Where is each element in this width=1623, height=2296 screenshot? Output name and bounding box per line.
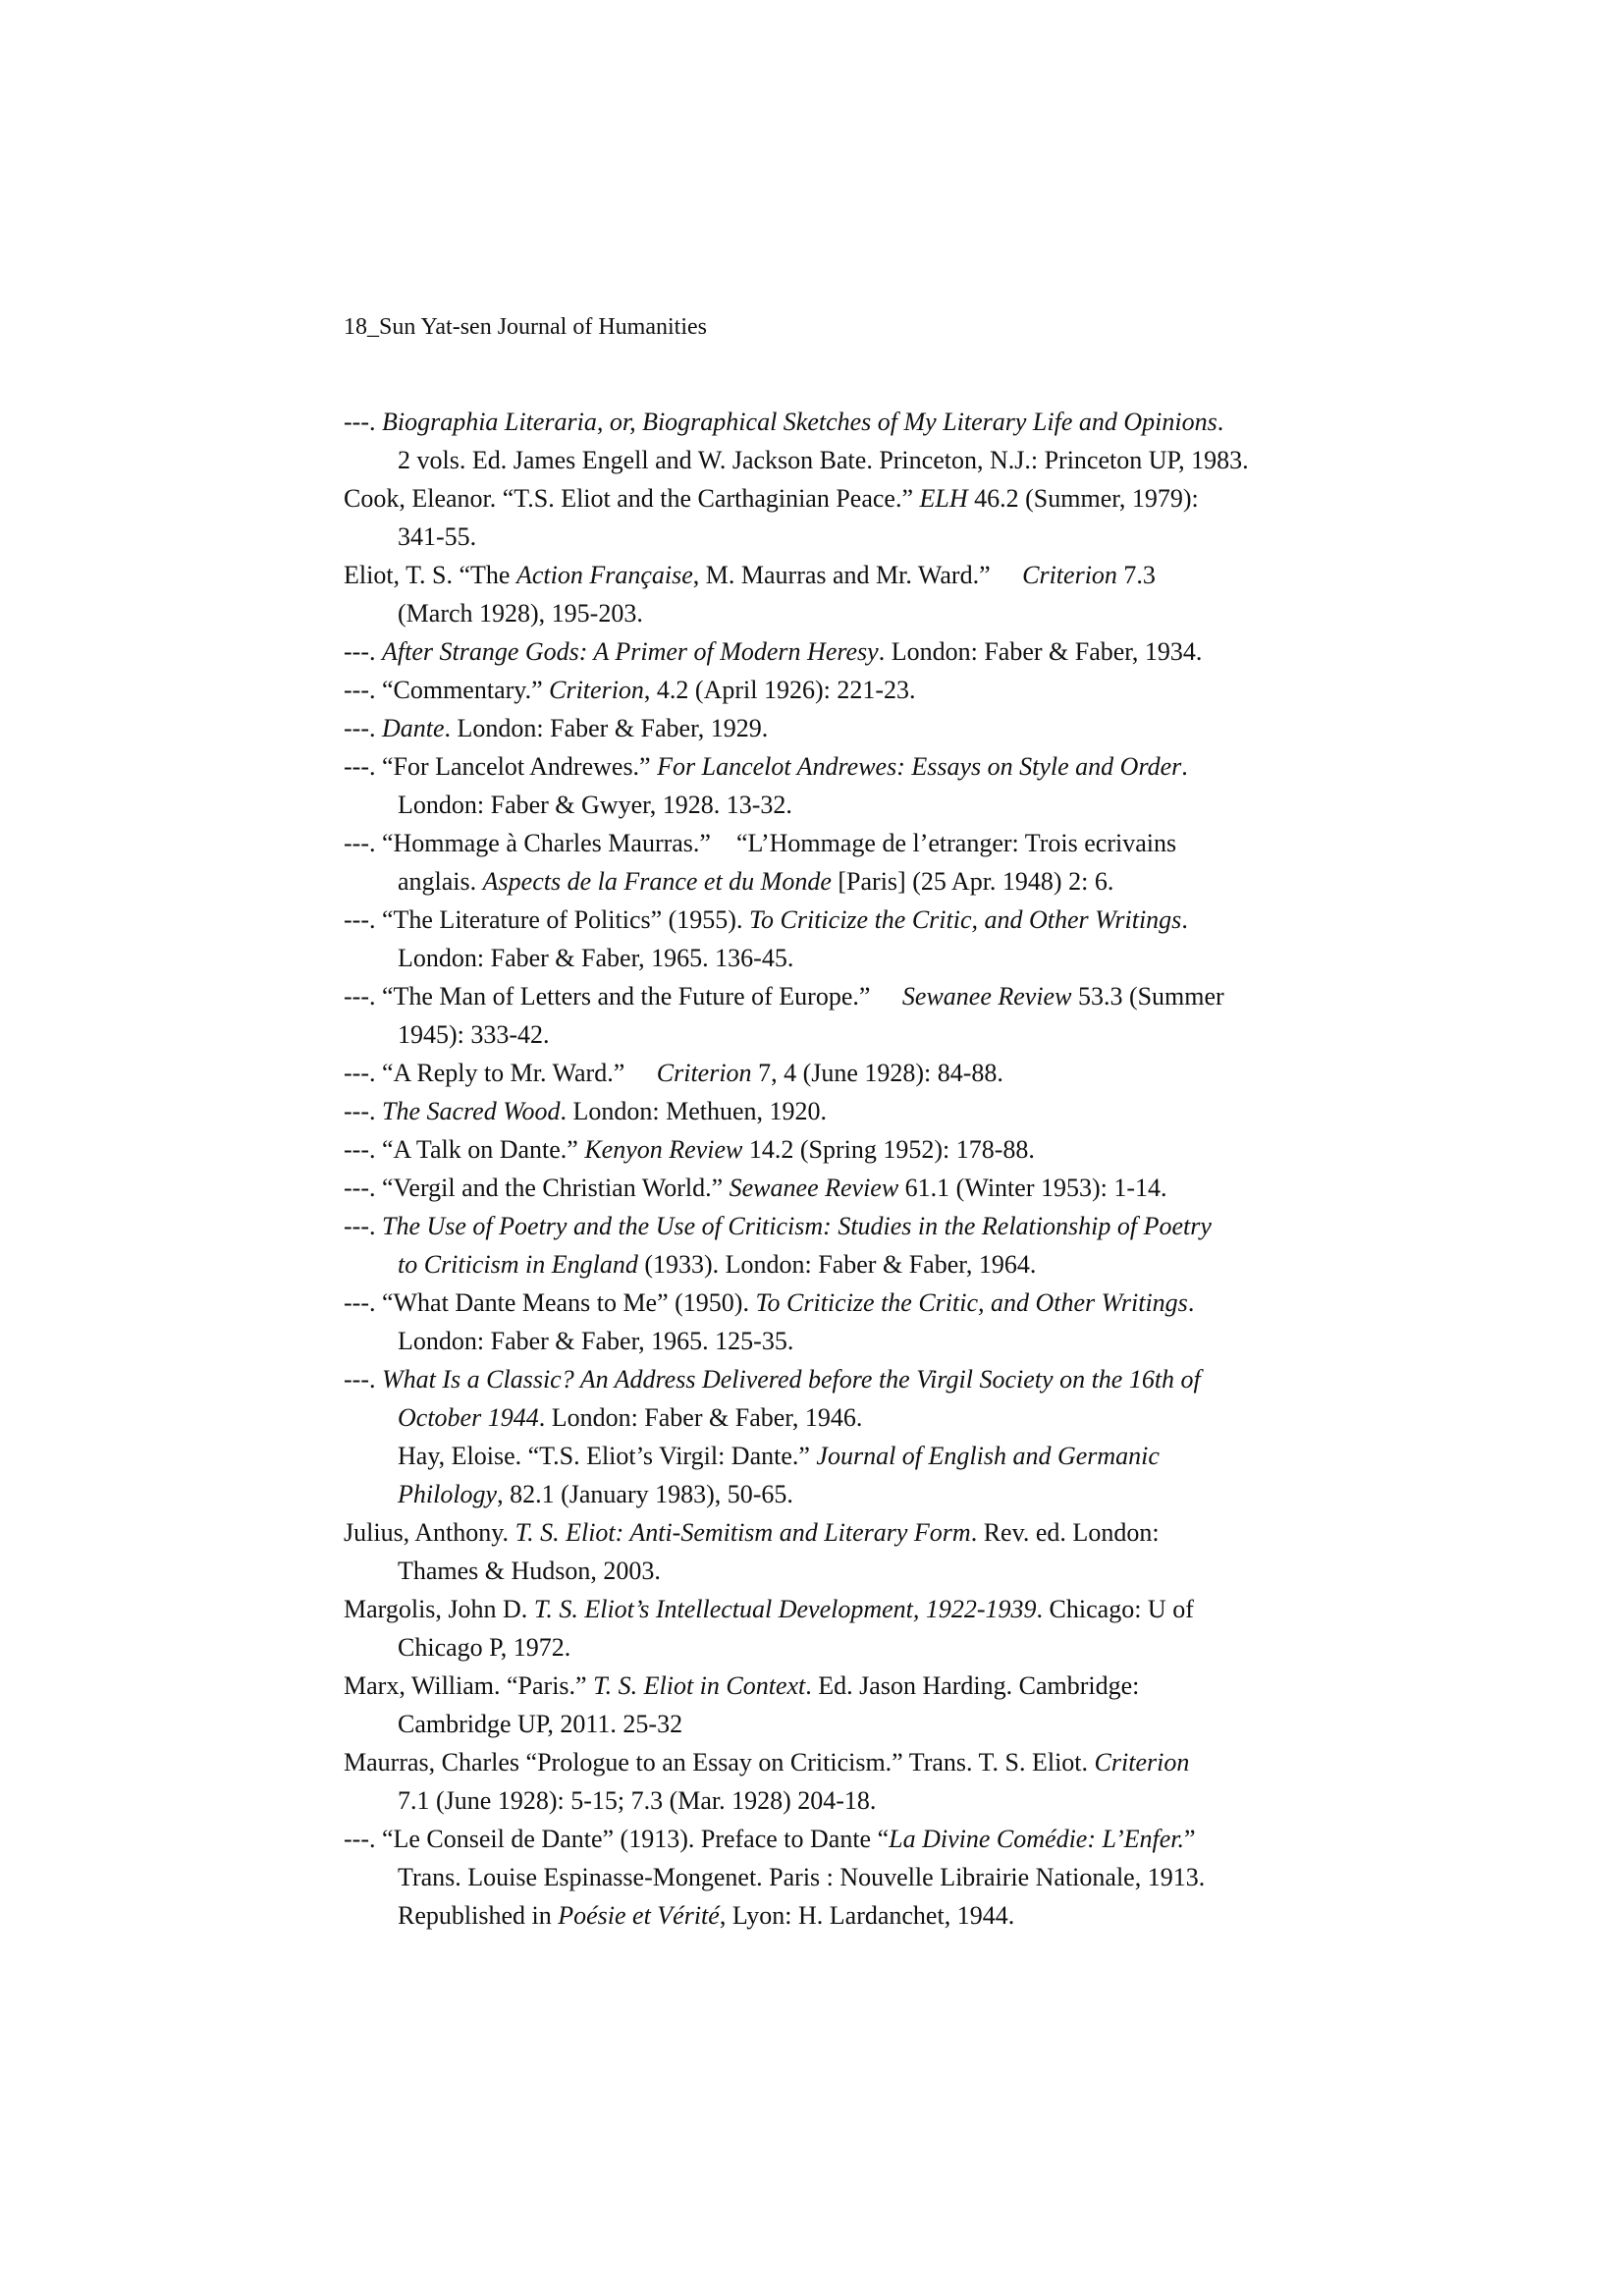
reference-text: 1945): 333-42. [398, 1020, 550, 1049]
reference-text: London: Faber & Faber, 1965. 136-45. [398, 944, 794, 972]
reference-entry [344, 1207, 1306, 1284]
reference-entry [344, 1284, 1306, 1360]
reference-text: ---. [344, 408, 382, 436]
reference-entry [344, 1437, 1306, 1513]
reference-text: . [1187, 1288, 1195, 1317]
reference-entry [344, 1130, 1306, 1169]
reference-text: 7.1 (June 1928): 5-15; 7.3 (Mar. 1928) 204-18. [398, 1786, 877, 1815]
reference-text: . London: Faber & Faber, 1946. [538, 1403, 863, 1432]
reference-italic-text: To Criticize the Critic, and Other Writings [748, 905, 1182, 934]
reference-entry [344, 977, 1306, 1054]
reference-italic-text: Biographia Literaria, or, Biographical Sketches of My Literary Life and Opinions [381, 408, 1217, 436]
reference-italic-text: T. S. Eliot’s Intellectual Development, 1922-1939 [533, 1595, 1037, 1623]
reference-italic-text: After Strange Gods: A Primer of Modern Heresy [381, 637, 879, 666]
reference-text: Cambridge UP, 2011. 25-32 [398, 1710, 683, 1738]
reference-entry [344, 1590, 1306, 1667]
reference-text: 14.2 (Spring 1952): 178-88. [742, 1135, 1035, 1164]
reference-italic-text: Action Française [515, 561, 693, 589]
reference-text: London: Faber & Gwyer, 1928. 13-32. [398, 791, 792, 819]
reference-entry [344, 479, 1306, 556]
reference-text: ---. [344, 1212, 382, 1240]
reference-italic-text: Criterion [1022, 561, 1117, 589]
reference-text: Trans. Louise Espinasse-Mongenet. Paris : Nouvelle Librairie Nationale, 1913. [398, 1863, 1206, 1891]
reference-text: 61.1 (Winter 1953): 1-14. [898, 1174, 1167, 1202]
reference-text: , 4.2 (April 1926): 221-23. [643, 676, 916, 704]
reference-italic-text: Criterion [656, 1059, 752, 1087]
reference-italic-text: Philology [398, 1480, 498, 1508]
reference-text: . London: Faber & Faber, 1934. [878, 637, 1203, 666]
reference-text: ” [1184, 1825, 1196, 1853]
reference-entry [344, 632, 1306, 671]
reference-entry [344, 1820, 1306, 1935]
reference-entry [344, 1169, 1306, 1207]
reference-text: 46.2 (Summer, 1979): [967, 484, 1199, 513]
reference-text: , M. Maurras and Mr. Ward.” [692, 561, 1023, 589]
reference-italic-text: Criterion [1094, 1748, 1190, 1777]
reference-text: ---. [344, 637, 382, 666]
reference-text: anglais. [398, 867, 483, 896]
reference-italic-text: ELH [919, 484, 968, 513]
reference-text: . Rev. ed. London: [970, 1518, 1160, 1547]
reference-italic-text: Aspects de la France et du Monde [482, 867, 832, 896]
reference-italic-text: Criterion [549, 676, 644, 704]
reference-italic-text: Poésie et Vérité [558, 1901, 720, 1930]
reference-text: ---. [344, 1365, 382, 1394]
reference-text: Julius, Anthony. [344, 1518, 515, 1547]
reference-entry [344, 1667, 1306, 1743]
reference-text: [Paris] (25 Apr. 1948) 2: 6. [831, 867, 1114, 896]
reference-entry [344, 747, 1306, 824]
reference-entry [344, 901, 1306, 977]
reference-text: 53.3 (Summer [1071, 982, 1224, 1011]
reference-entry [344, 1513, 1306, 1590]
reference-entry [344, 1360, 1306, 1437]
reference-text: ---. “Commentary.” [344, 676, 550, 704]
reference-italic-text: La Divine Comédie: L’Enfer. [889, 1825, 1185, 1853]
reference-text: 341-55. [398, 522, 477, 551]
reference-italic-text: The Use of Poetry and the Use of Criticism: Studies in the Relationship of Poetry [381, 1212, 1212, 1240]
reference-italic-text: To Criticize the Critic, and Other Writings [755, 1288, 1188, 1317]
reference-text: . London: Faber & Faber, 1929. [444, 714, 769, 742]
reference-italic-text: What Is a Classic? An Address Delivered before the Virgil Society on the 16th of [381, 1365, 1201, 1394]
reference-text: . Chicago: U of [1036, 1595, 1194, 1623]
reference-text: ---. “Le Conseil de Dante” (1913). Preface to Dante “ [344, 1825, 890, 1853]
reference-entry [344, 709, 1306, 747]
reference-text: 7.3 [1116, 561, 1156, 589]
reference-text: ---. [344, 714, 382, 742]
reference-text: , Lyon: H. Lardanchet, 1944. [719, 1901, 1015, 1930]
reference-text: Eliot, T. S. “The [344, 561, 516, 589]
reference-italic-text: The Sacred Wood [381, 1097, 561, 1125]
reference-entry [344, 1092, 1306, 1130]
reference-text: ---. “The Man of Letters and the Future of Europe.” [344, 982, 902, 1011]
reference-text: ---. “A Reply to Mr. Ward.” [344, 1059, 657, 1087]
reference-italic-text: T. S. Eliot: Anti-Semitism and Literary Form [514, 1518, 971, 1547]
reference-text: . [1181, 905, 1188, 934]
reference-italic-text: October 1944 [398, 1403, 539, 1432]
reference-text: Cook, Eleanor. “T.S. Eliot and the Carthaginian Peace.” [344, 484, 920, 513]
reference-text: Republished in [398, 1901, 559, 1930]
reference-italic-text: Sewanee Review [729, 1174, 899, 1202]
reference-text: . [1217, 408, 1224, 436]
reference-text: . Ed. Jason Harding. Cambridge: [805, 1671, 1140, 1700]
reference-italic-text: Journal of English and Germanic [816, 1442, 1160, 1470]
reference-entry [344, 671, 1306, 709]
reference-text: Margolis, John D. [344, 1595, 534, 1623]
reference-text: Thames & Hudson, 2003. [398, 1557, 661, 1585]
running-head: 18_Sun Yat-sen Journal of Humanities [344, 314, 707, 340]
reference-text: ---. [344, 1097, 382, 1125]
reference-text: . London: Methuen, 1920. [560, 1097, 828, 1125]
reference-text: Hay, Eloise. “T.S. Eliot’s Virgil: Dante.” [398, 1442, 817, 1470]
reference-text: ---. “The Literature of Politics” (1955). [344, 905, 749, 934]
reference-entry [344, 556, 1306, 632]
reference-text: Chicago P, 1972. [398, 1633, 571, 1662]
reference-entry [344, 824, 1306, 901]
reference-italic-text: T. S. Eliot in Context [593, 1671, 806, 1700]
reference-text: 2 vols. Ed. James Engell and W. Jackson Bate. Princeton, N.J.: Princeton UP, 1983. [398, 446, 1249, 474]
reference-text: London: Faber & Faber, 1965. 125-35. [398, 1327, 794, 1355]
reference-italic-text: Sewanee Review [901, 982, 1072, 1011]
reference-italic-text: to Criticism in England [398, 1250, 638, 1279]
reference-list [344, 403, 1306, 1935]
reference-entry [344, 1054, 1306, 1092]
reference-text: Marx, William. “Paris.” [344, 1671, 594, 1700]
reference-entry [344, 403, 1306, 479]
reference-text: (March 1928), 195-203. [398, 599, 643, 628]
reference-text: 7, 4 (June 1928): 84-88. [751, 1059, 1003, 1087]
reference-text: ---. “A Talk on Dante.” [344, 1135, 585, 1164]
reference-entry [344, 1743, 1306, 1820]
reference-italic-text: Kenyon Review [584, 1135, 743, 1164]
reference-italic-text: For Lancelot Andrewes: Essays on Style and Order [657, 752, 1182, 781]
reference-text: (1933). London: Faber & Faber, 1964. [637, 1250, 1037, 1279]
reference-text: ---. “Hommage à Charles Maurras.” “L’Hommage de l’etranger: Trois ecrivains [344, 829, 1177, 857]
reference-text: , 82.1 (January 1983), 50-65. [497, 1480, 793, 1508]
reference-text: . [1181, 752, 1188, 781]
reference-italic-text: Dante [381, 714, 445, 742]
reference-text: Maurras, Charles “Prologue to an Essay on Criticism.” Trans. T. S. Eliot. [344, 1748, 1095, 1777]
reference-text: ---. “For Lancelot Andrewes.” [344, 752, 658, 781]
reference-text: ---. “What Dante Means to Me” (1950). [344, 1288, 756, 1317]
reference-text: ---. “Vergil and the Christian World.” [344, 1174, 730, 1202]
